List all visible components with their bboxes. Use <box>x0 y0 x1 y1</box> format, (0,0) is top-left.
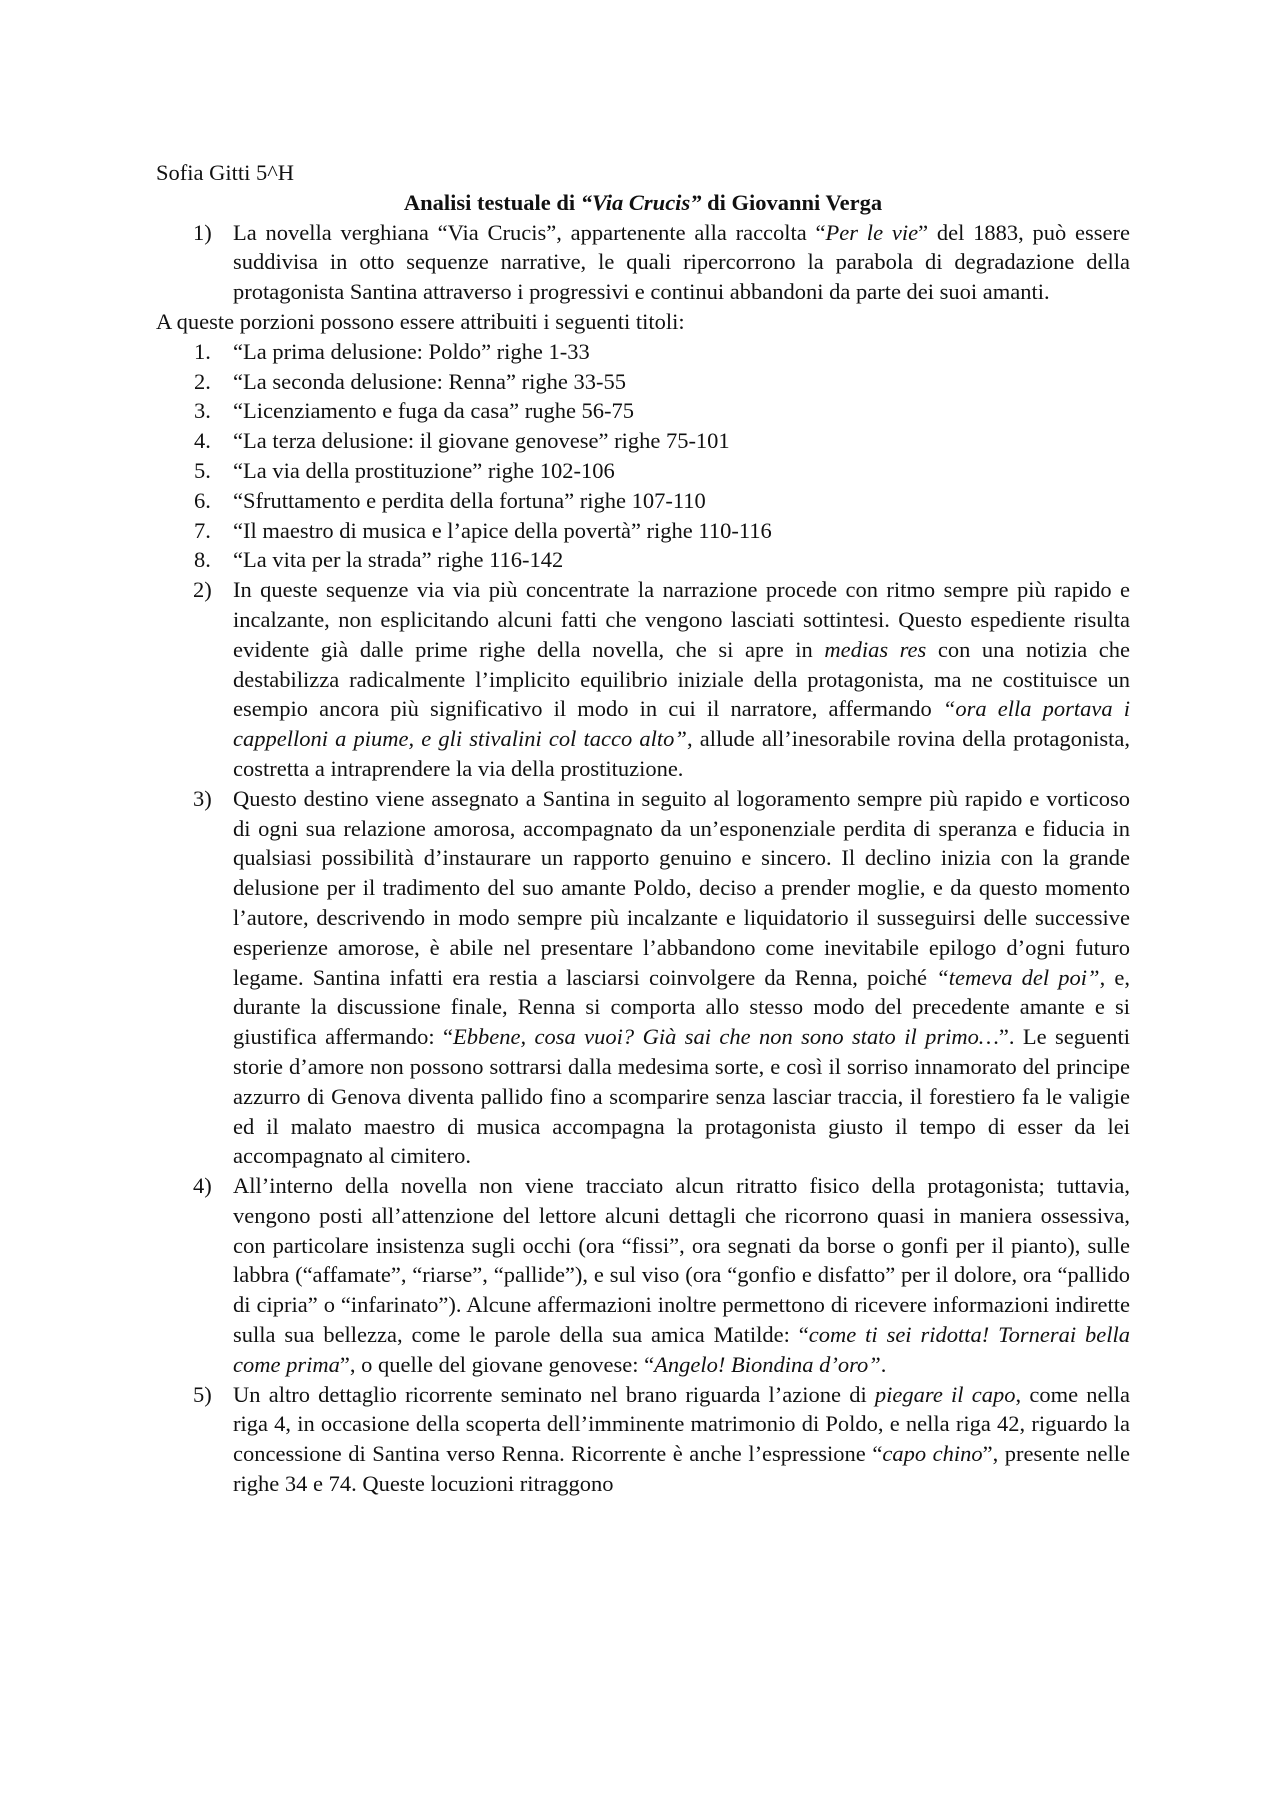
point-text: ”, o quelle del giovane genovese: “ <box>339 1351 655 1377</box>
point-text: Questo destino viene assegnato a Santina in seguito al logoramento sempre più rapido e vorticoso di ogni sua relazione amorosa, accompagnato da un’esponenziale perdita di speranza e fiducia in qualsiasi possibilità d’instaurare un rapporto genuino e sincero. Il declino inizia con la grande delusione per il tradimento del suo amante Poldo, deciso a prender moglie, e da questo momento l’autore, descrivendo in modo sempre più incalzante e liquidatorio il susseguirsi delle successive esperienze amorose, è abile nel presentare l’abbandono come inevitabile epilogo d’ogni futuro legame. Santina infatti era restia a lasciarsi coinvolgere da Renna, poiché <box>233 785 1130 990</box>
point-number: 5) <box>193 1381 212 1407</box>
list-item <box>156 486 1130 516</box>
list-number: 6. <box>194 487 211 513</box>
title-prefix: Analisi testuale di <box>403 189 581 215</box>
list-text: “La terza delusione: il giovane genovese” righe 75-101 <box>233 428 730 454</box>
point-text: , allude all’inesorabile rovina della protagonista, costretta a intraprendere la via della prostituzione. <box>233 726 1130 781</box>
list-text: “La via della prostituzione” righe 102-106 <box>233 457 615 483</box>
list-text: “La prima delusione: Poldo” righe 1-33 <box>233 338 590 364</box>
list-text: “Sfruttamento e perdita della fortuna” righe 107-110 <box>233 487 706 513</box>
list-number: 5. <box>194 457 211 483</box>
list-item <box>156 426 1130 456</box>
point-italic: “ora ella portava i cappelloni a piume, e gli stivalini col tacco alto” <box>233 696 1130 752</box>
point-text: . <box>880 1351 887 1377</box>
point-3 <box>156 784 1130 1171</box>
point-italic: capo chino <box>882 1441 983 1467</box>
point-2 <box>156 575 1130 784</box>
point-number: 4) <box>193 1173 212 1199</box>
list-text: “Licenziamento e fuga da casa” rughe 56-75 <box>233 398 635 424</box>
title-suffix: di Giovanni Verga <box>701 189 883 215</box>
point-italic: medias res <box>824 636 927 662</box>
point-text: All’interno della novella non viene tracciato alcun ritratto fisico della protagonista; tuttavia, vengono posti all’attenzione del lettore alcuni dettagli che ricorrono quasi in maniera ossessiva, con particolare insistenza sugli occhi (ora “fissi”, ora segnati da borse o gonfi per il pianto), sulle labbra (“affamate”, “riarse”, “pallide”), e sul viso (ora “gonfio e disfatto” per il dolore, ora “pallido di cipria” o “infarinato”). Alcune affermazioni inoltre permettono di ricevere informazioni indirette sulla sua bellezza, come le parole della sua amica Matilde: “ <box>233 1173 1130 1348</box>
titles-list <box>156 337 1130 575</box>
document-title <box>156 188 1130 218</box>
point-text: ” del 1883, può essere suddivisa in otto sequenze narrative, le quali ripercorrono la parabola di degradazione della protagonista Santina attraverso i progressivi e continui abbandoni da parte dei suoi amanti. <box>233 219 1130 305</box>
list-number: 4. <box>194 428 211 454</box>
list-number: 7. <box>194 517 211 543</box>
point-text: In queste sequenze via via più concentrate la narrazione procede con ritmo sempre più rapido e incalzante, non esplicitando alcuni fatti che vengono lasciati sottintesi. Questo espediente risulta evidente già dalle prime righe della novella, che si apre in <box>233 577 1130 662</box>
point-italic: come ti sei ridotta! Tornerai bella come prima <box>233 1322 1130 1377</box>
title-italic: “Via Crucis” <box>580 189 702 215</box>
list-item <box>156 456 1130 486</box>
list-item <box>156 367 1130 397</box>
point-number: 1) <box>193 219 212 245</box>
point-italic: “temeva del poi” <box>936 964 1100 990</box>
author-line: Sofia Gitti 5^H <box>156 160 295 185</box>
list-item <box>156 516 1130 546</box>
list-number: 8. <box>194 547 211 573</box>
list-number: 2. <box>194 368 211 394</box>
point-text: con una notizia che destabilizza radicalmente l’implicito equilibrio iniziale della protagonista, ma ne costituisce un esempio ancora più significativo il modo in cui il narratore, affermando <box>233 636 1130 722</box>
point-text: ”. Le seguenti storie d’amore non possono sottrarsi dalla medesima sorte, e così il sorriso innamorato del principe azzurro di Genova diventa pallido fino a scomparire senza lasciar traccia, il forestiero fa le valigie ed il malato maestro di musica accompagna la protagonista giusto il tempo di esser da lei accompagnato al cimitero. <box>233 1024 1130 1169</box>
list-item <box>156 337 1130 367</box>
point-text: ”, presente nelle righe 34 e 74. Queste locuzioni ritraggono <box>233 1441 1130 1497</box>
point-number: 3) <box>193 785 212 811</box>
document-page <box>156 158 1130 1499</box>
point-italic: Ebbene, cosa vuoi? Già sai che non sono stato il primo… <box>453 1024 999 1050</box>
list-text: “La seconda delusione: Renna” righe 33-55 <box>233 368 626 394</box>
list-item <box>156 396 1130 426</box>
point-text: , e, durante la discussione finale, Renna si comporta allo stesso modo del precedente amante e si giustifica affermando: “ <box>233 964 1130 1050</box>
point-text: La novella verghiana “Via Crucis”, appartenente alla raccolta “ <box>233 219 826 245</box>
point-italic: piegare il capo <box>874 1381 1016 1407</box>
point-5 <box>156 1380 1130 1499</box>
point-italic: Angelo! Biondina d’oro” <box>654 1351 881 1377</box>
point-italic: Per le vie <box>825 219 919 245</box>
point-text: Un altro dettaglio ricorrente seminato nel brano riguarda l’azione di <box>233 1381 875 1407</box>
list-number: 1. <box>194 338 211 364</box>
list-item <box>156 545 1130 575</box>
point-text: , come nella riga 4, in occasione della scoperta dell’imminente matrimonio di Poldo, e nella riga 42, riguardo la concessione di Santina verso Renna. Ricorrente è anche l’espressione “ <box>233 1381 1131 1467</box>
titles-intro: A queste porzioni possono essere attribuiti i seguenti titoli: <box>156 308 685 334</box>
list-text: “Il maestro di musica e l’apice della povertà” righe 110-116 <box>233 517 772 543</box>
point-4 <box>156 1171 1130 1380</box>
point-1 <box>156 218 1130 307</box>
list-number: 3. <box>194 398 211 424</box>
list-text: “La vita per la strada” righe 116-142 <box>233 547 564 573</box>
point-number: 2) <box>193 577 212 603</box>
